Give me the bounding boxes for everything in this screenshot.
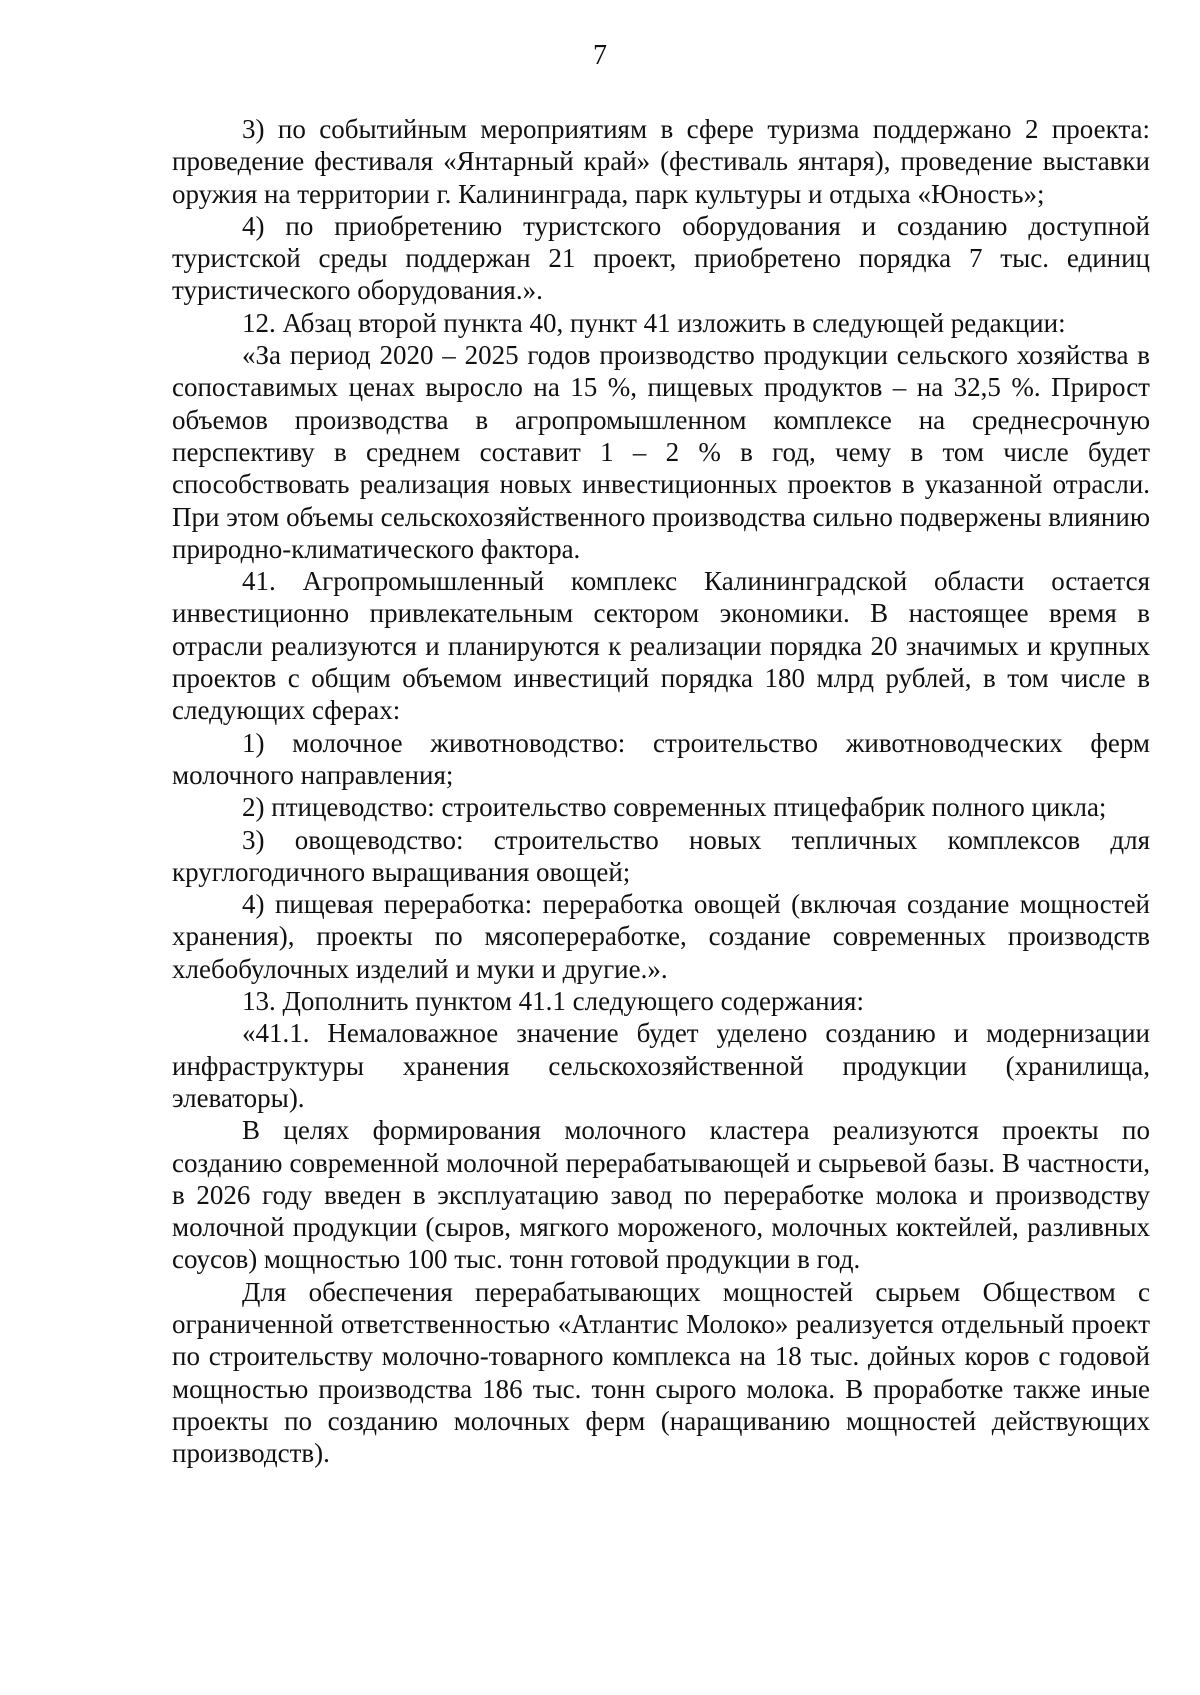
list-item-poultry: 2) птицеводство: строительство современных птицефабрик полного цикла; [242,792,1107,823]
paragraph-item-41-1: «41.1. Немаловажное значение будет уделено созданию и модернизации инфраструктуры хранения сельскохозяйственной продукции (хранилища, элеваторы). [172,1018,1150,1113]
paragraph-atlantis-moloko: Для обеспечения перерабатывающих мощностей сырьем Обществом с ограниченной ответственностью «Атлантис Молоко» реализуется отдельный проект по строительству молочно-товарного комплекса на 18 тыс. дойных коров с годовой мощностью производства 186 тыс. тонн сырого молока. В проработке также иные проекты по созданию молочных ферм (наращиванию мощностей действующих производств). [172,1276,1150,1469]
paragraph-tourism-events: 3) по событийным мероприятиям в сфере туризма поддержано 2 проекта: проведение фестиваля «Янтарный край» (фестиваль янтаря), проведение выставки оружия на территории г. Калининграда, парк культуры и отдыха «Юность»; [172,114,1150,209]
page-number: 7 [593,40,607,71]
paragraph-amendment-12: 12. Абзац второй пункта 40, пункт 41 изложить в следующей редакции: [242,307,1066,338]
paragraph-dairy-cluster: В целях формирования молочного кластера реализуются проекты по созданию современной молочной перерабатывающей и сырьевой базы. В частности, в 2026 году введен в эксплуатацию завод по переработке молока и производству молочной продукции (сыров, мягкого мороженого, молочных коктейлей, разливных соусов) мощностью 100 тыс. тонн готовой продукции в год. [172,1115,1150,1275]
paragraph-agriculture-growth: «За период 2020 – 2025 годов производство продукции сельского хозяйства в сопоставимых ценах выросло на 15 %, пищевых продуктов – на 32,5 %. Прирост объемов производства в агропромышленном комплексе на среднесрочную перспективу в среднем составит 1 – 2 % в год, чему в том числе будет способствовать реализация новых инвестиционных проектов в указанной отрасли. При этом объемы сельскохозяйственного производства сильно подвержены влиянию природно-климатического фактора. [172,340,1150,564]
list-item-food-processing: 4) пищевая переработка: переработка овощей (включая создание мощностей хранения), проекты по мясопереработке, создание современных производств хлебобулочных изделий и муки и другие.». [172,889,1150,984]
paragraph-amendment-13: 13. Дополнить пунктом 41.1 следующего содержания: [242,986,864,1017]
list-item-dairy: 1) молочное животноводство: строительство животноводческих ферм молочного направления; [172,727,1150,790]
document-body [172,113,1150,1469]
list-item-vegetables: 3) овощеводство: строительство новых тепличных комплексов для круглогодичного выращивания овощей; [172,824,1150,887]
paragraph-item-41: 41. Агропромышленный комплекс Калининградской области остается инвестиционно привлекательным сектором экономики. В настоящее время в отрасли реализуются и планируются к реализации порядка 20 значимых и крупных проектов с общим объемом инвестиций порядка 180 млрд рублей, в том числе в следующих сферах: [172,566,1150,726]
paragraph-tourism-equipment: 4) по приобретению туристского оборудования и созданию доступной туристской среды поддержан 21 проект, приобретено порядка 7 тыс. единиц туристического оборудования.». [172,210,1150,306]
